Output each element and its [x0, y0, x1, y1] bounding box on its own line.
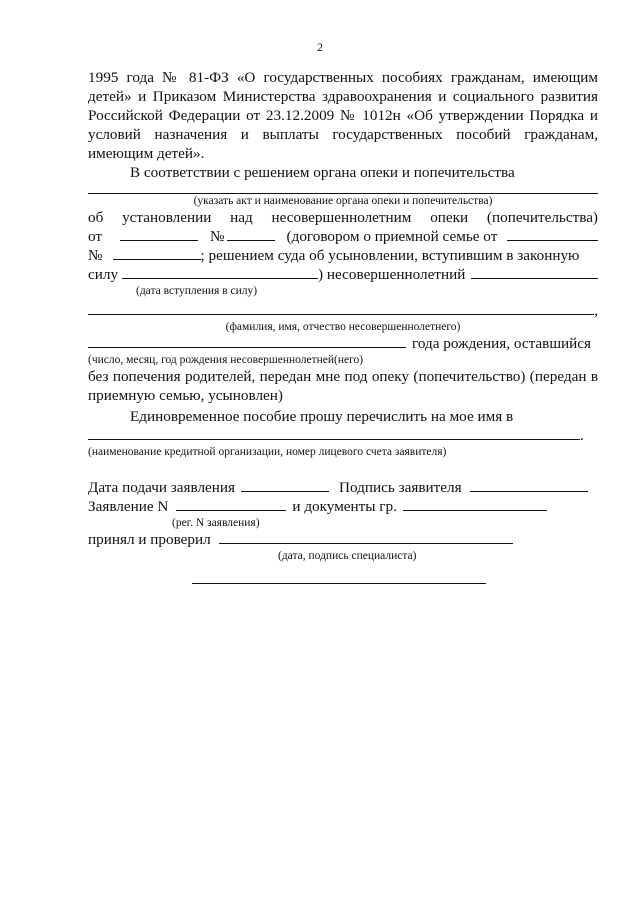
number-label: №	[210, 228, 225, 245]
number-label-2: №	[88, 247, 103, 264]
applicant-signature-field[interactable]	[470, 478, 588, 492]
accepted-label: принял и проверил	[88, 531, 211, 548]
end-rule	[192, 583, 486, 584]
minor-field[interactable]	[471, 265, 598, 279]
foster-date-field[interactable]	[507, 227, 598, 241]
foster-label: (договором о приемной семье от	[286, 228, 498, 245]
accepted-field[interactable]	[219, 530, 513, 544]
birth-field[interactable]	[88, 334, 406, 348]
birth-row	[88, 334, 598, 353]
number-field[interactable]	[227, 227, 275, 241]
documents-label: и документы гр.	[292, 498, 397, 515]
force-row	[88, 265, 598, 284]
caption-bank: (наименование кредитной организации, номер лицевого счета заявителя)	[88, 446, 447, 458]
transfer-line: Единовременное пособие прошу перечислить на мое имя в	[130, 408, 514, 425]
fio-field[interactable]	[88, 301, 594, 315]
intro-paragraph: 1995 года № 81-ФЗ «О государственных пособиях гражданам, имеющим детей» и Приказом Министерства здравоохранения и социального развития Российской Федерации от 23.12.2009 № 1012н «Об утверждении Порядка и условий назначения и выплаты государственных пособий гражданам, имеющим детей».	[88, 69, 598, 162]
caption-fio: (фамилия, имя, отчество несовершеннолетнего)	[225, 321, 461, 333]
caption-authority: (указать акт и наименование органа опеки и попечительства)	[193, 195, 493, 207]
application-label: Заявление N	[88, 498, 169, 515]
applicant-signature-label: Подпись заявителя	[339, 479, 462, 496]
fio-row	[88, 301, 598, 320]
date-number-row	[88, 227, 598, 246]
caption-reg: (рег. N заявления)	[172, 517, 260, 529]
filing-date-label: Дата подачи заявления	[88, 479, 236, 496]
caption-force-date: (дата вступления в силу)	[136, 285, 258, 297]
caption-birth: (число, месяц, год рождения несовершеннолетней(него)	[88, 354, 364, 366]
birth-year-label: года рождения, оставшийся	[412, 335, 592, 352]
fio-comma: ,	[594, 302, 598, 319]
bank-row	[88, 426, 598, 445]
decision-line: В соответствии с решением органа опеки и попечительства	[130, 164, 515, 181]
filing-row	[88, 478, 598, 497]
minor-label: ) несовершеннолетний	[318, 266, 466, 283]
foster-number-field[interactable]	[113, 246, 201, 260]
from-label: от	[88, 228, 103, 245]
application-number-field[interactable]	[176, 497, 286, 511]
document-body	[88, 68, 598, 563]
filing-date-field[interactable]	[241, 478, 329, 492]
application-row	[88, 497, 598, 516]
force-label: силу	[88, 266, 119, 283]
force-date-field[interactable]	[122, 265, 318, 279]
court-row	[88, 246, 598, 265]
accepted-row	[88, 530, 598, 549]
caption-specialist: (дата, подпись специалиста)	[278, 550, 417, 562]
date-field[interactable]	[120, 227, 198, 241]
applicant-name-field[interactable]	[403, 497, 547, 511]
bank-period: .	[580, 427, 584, 444]
court-label: ; решением суда об усыновлении, вступившим в законную	[200, 247, 580, 264]
guardianship-line: об установлении над несовершеннолетним опеки (попечительства)	[88, 209, 598, 226]
page-number: 2	[317, 40, 323, 54]
bank-field[interactable]	[88, 426, 580, 440]
without-care-text: без попечения родителей, передан мне под опеку (попечительство) (передан в приемную семью, усыновлен)	[88, 368, 598, 404]
